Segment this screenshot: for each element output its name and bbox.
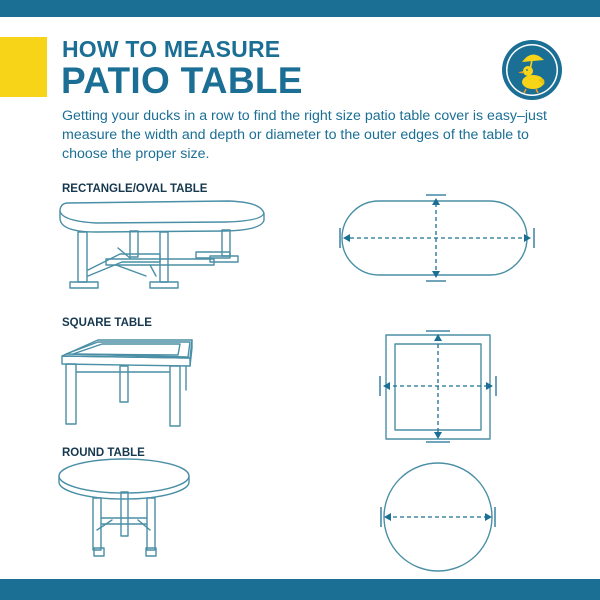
intro-text: Getting your ducks in a row to find the right size patio table cover is easy–just measure the width and depth or diameter to the outer edges of the table to choose the proper size.	[62, 108, 547, 162]
square-table-illustration	[62, 340, 192, 426]
oval-table-illustration	[60, 201, 264, 288]
title-line-1: HOW TO MEASURE	[62, 36, 281, 62]
round-diameter-dimension	[381, 507, 495, 527]
bottom-color-band	[0, 579, 600, 600]
section-label-rectangle: RECTANGLE/OVAL TABLE	[62, 183, 208, 195]
section-label-square: SQUARE TABLE	[62, 317, 152, 329]
section-label-round: ROUND TABLE	[62, 447, 145, 459]
oval-width-dimension	[340, 228, 534, 248]
round-table-illustration	[59, 459, 189, 556]
title-line-2: PATIO TABLE	[61, 60, 303, 101]
